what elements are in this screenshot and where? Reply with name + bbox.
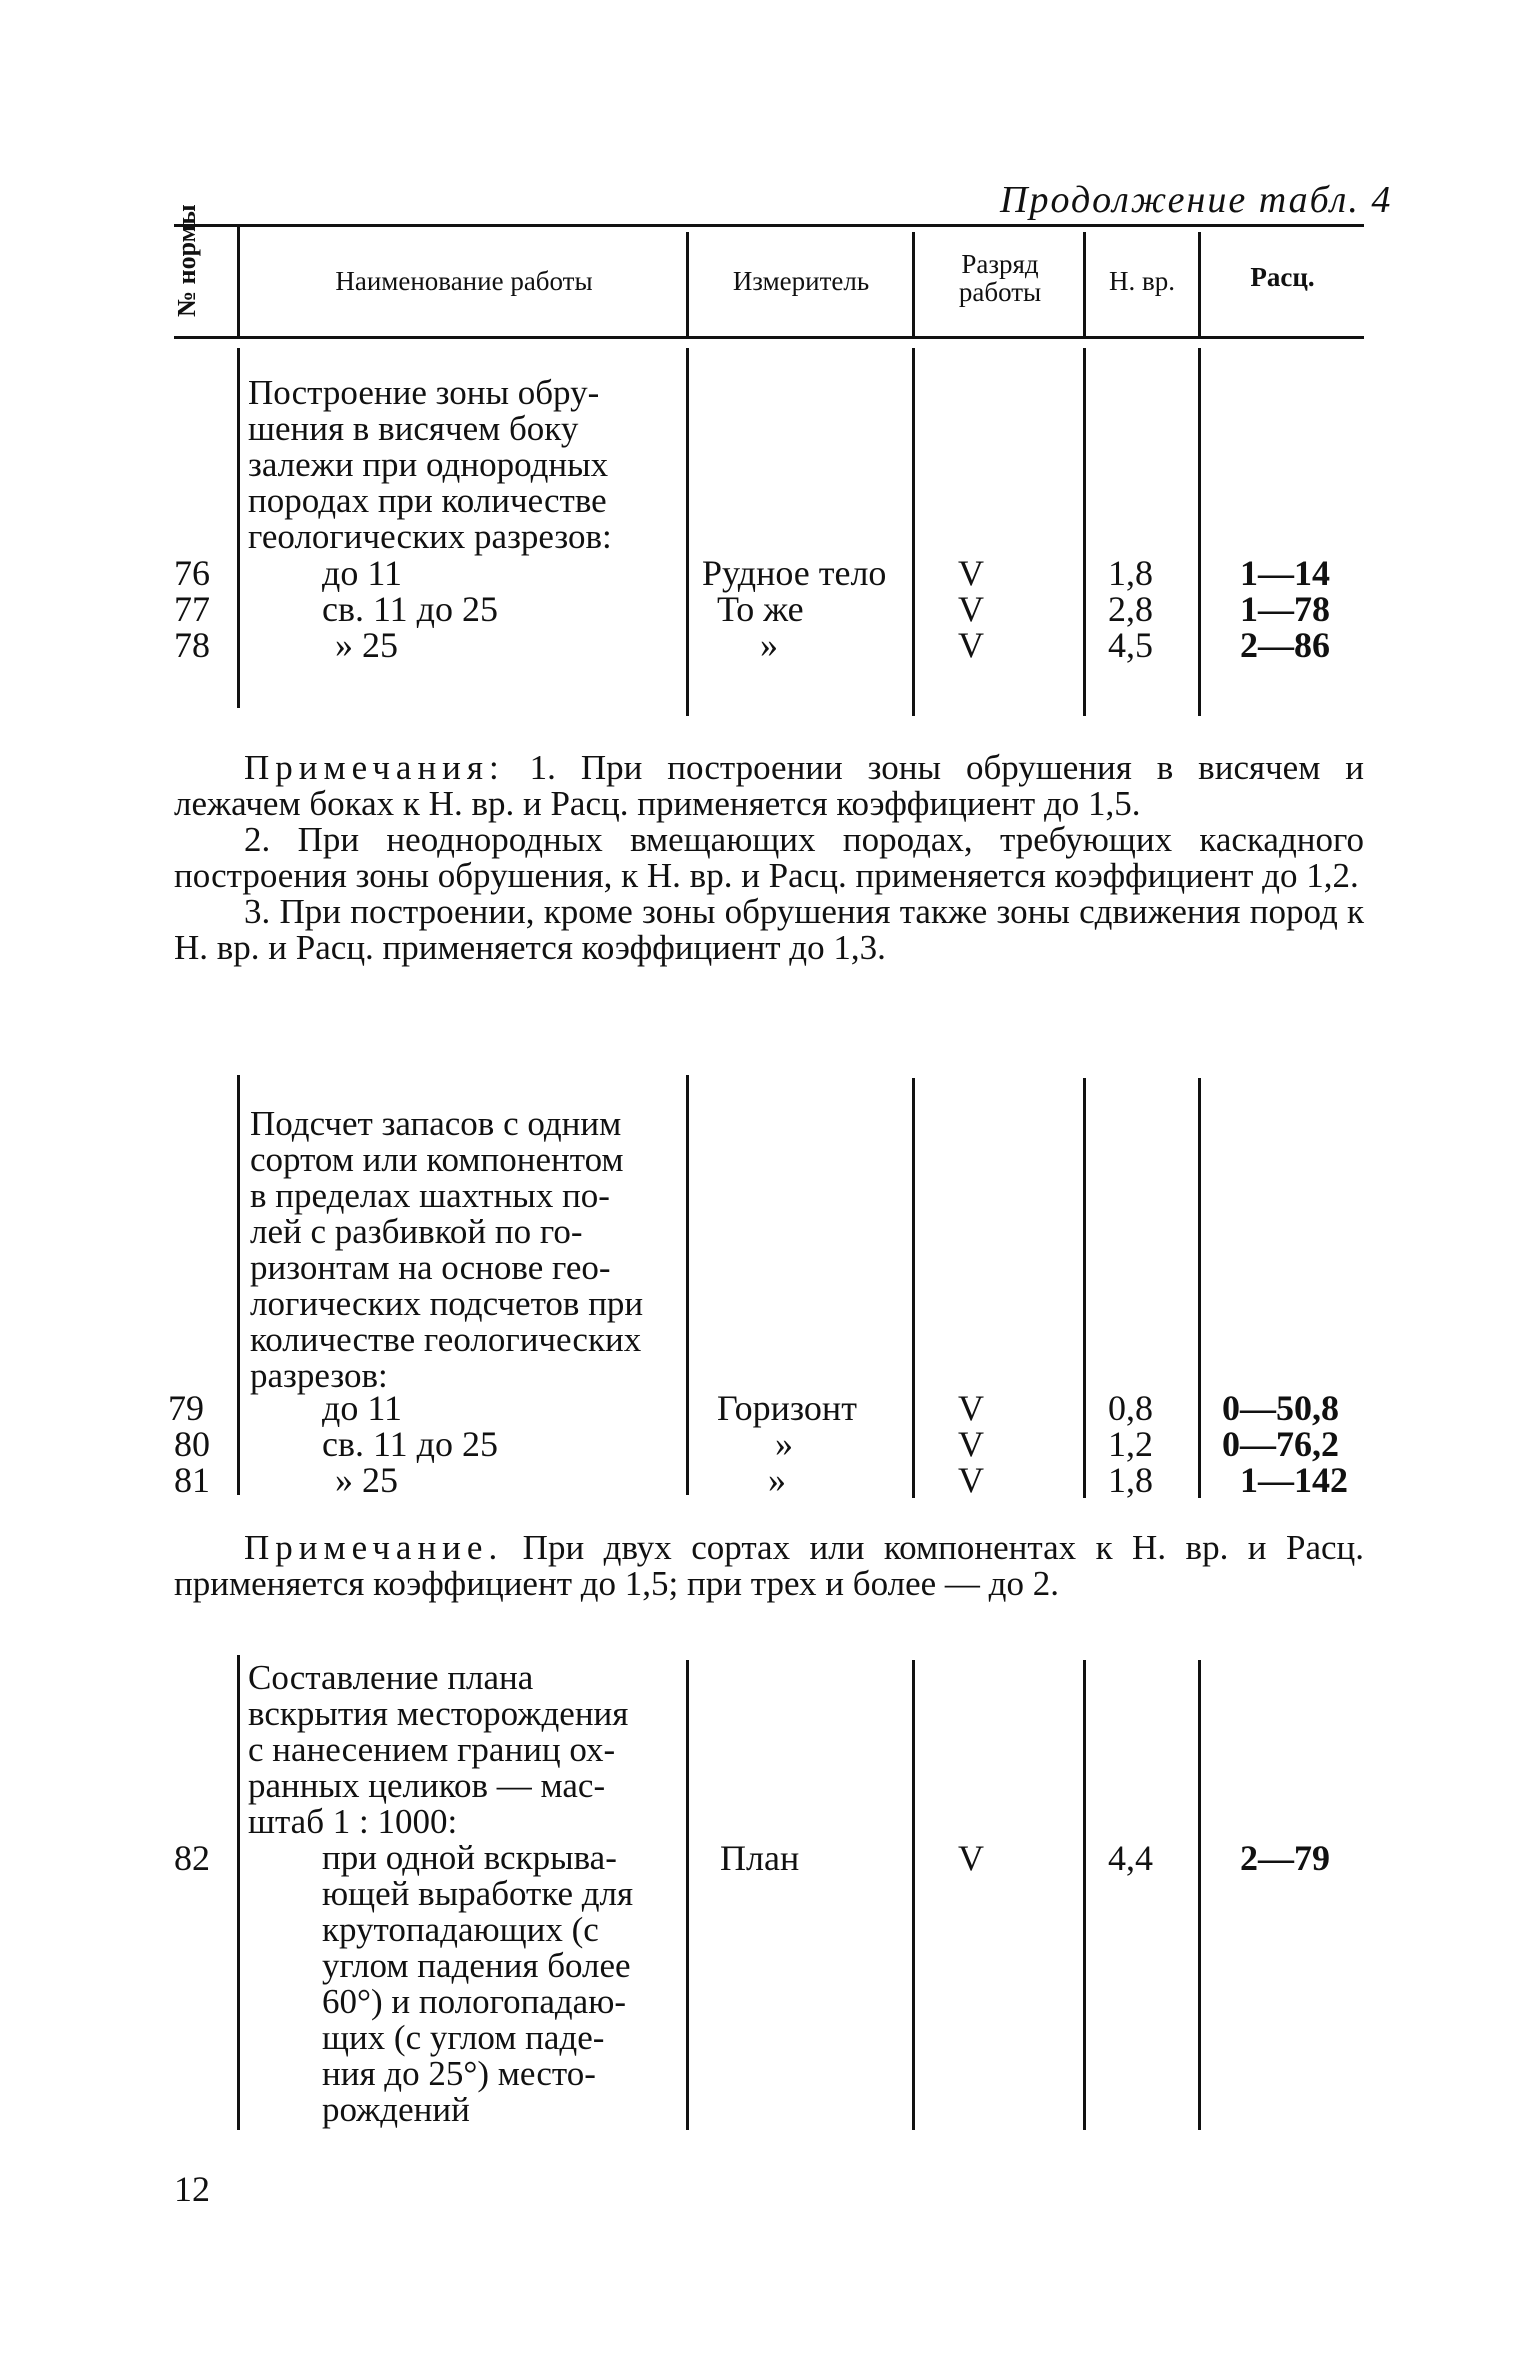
- block3-condition: при одной вскрыва- ющей выработке для крутопадающих (с углом падения более 60°) и пологопадаю- щих (с углом паде- ния до 25°) место- рождений: [322, 1838, 634, 2129]
- header-time: Н. вр.: [1109, 266, 1175, 296]
- block2-divider-2: [686, 1075, 689, 1495]
- row-time: 4,4: [1108, 1838, 1153, 1878]
- row-time: 1,2: [1108, 1424, 1153, 1464]
- block2-divider-5: [1198, 1078, 1201, 1498]
- row-unit: Горизонт: [717, 1388, 857, 1428]
- notes-heading: Примечание.: [244, 1528, 504, 1567]
- row-grade: V: [958, 1388, 984, 1428]
- row-rate: 1—78: [1240, 589, 1330, 629]
- block1-divider-4: [1083, 348, 1086, 716]
- header-grade: Разряд работы: [958, 249, 1042, 307]
- block3-divider-2: [686, 1660, 689, 2130]
- notes-heading: Примечания:: [244, 748, 505, 787]
- header-num: № нормы: [172, 204, 201, 317]
- notes-block-1: [174, 750, 1364, 966]
- row-rate: 2—86: [1240, 625, 1330, 665]
- block3-divider-4: [1083, 1660, 1086, 2130]
- block2-divider-3: [912, 1078, 915, 1498]
- row-time: 1,8: [1108, 1460, 1153, 1500]
- block3-divider-1: [237, 1655, 240, 2130]
- block1-divider-5: [1198, 348, 1201, 716]
- row-rate: 2—79: [1240, 1838, 1330, 1878]
- header-top-rule: [174, 224, 1364, 227]
- header-rate: Расц.: [1250, 262, 1315, 292]
- row-condition: до 11: [322, 553, 402, 593]
- row-rate: 1—142: [1240, 1460, 1348, 1500]
- header-divider-1: [237, 224, 240, 339]
- row-grade: V: [958, 625, 984, 665]
- block1-divider-1: [237, 348, 240, 708]
- row-unit: »: [775, 1424, 793, 1464]
- row-condition: » 25: [335, 625, 398, 665]
- header-name: Наименование работы: [335, 266, 593, 296]
- row-time: 1,8: [1108, 553, 1153, 593]
- header-divider-2: [686, 232, 689, 339]
- block1-divider-3: [912, 348, 915, 716]
- notes-block-2: [174, 1530, 1364, 1602]
- row-unit: Рудное тело: [702, 553, 887, 593]
- row-unit: То же: [717, 589, 804, 629]
- header-unit: Измеритель: [732, 266, 870, 296]
- block1-divider-2: [686, 348, 689, 716]
- row-rate: 0—50,8: [1222, 1388, 1339, 1428]
- row-grade: V: [958, 553, 984, 593]
- row-num: 80: [174, 1424, 210, 1464]
- row-num: 81: [174, 1460, 210, 1500]
- block2-description: Подсчет запасов с одним сортом или компонентом в пределах шахтных по- лей с разбивкой по го- ризонтам на основе гео- логических подсчетов при количестве геологических разрезов:: [250, 1104, 644, 1395]
- row-rate: 0—76,2: [1222, 1424, 1339, 1464]
- row-condition: св. 11 до 25: [322, 1424, 498, 1464]
- row-grade: V: [958, 1424, 984, 1464]
- row-grade: V: [958, 589, 984, 629]
- continuation-title: Продолжение табл. 4: [1000, 179, 1393, 221]
- row-unit: »: [760, 625, 778, 665]
- row-unit: План: [720, 1838, 800, 1878]
- row-condition: св. 11 до 25: [322, 589, 498, 629]
- note-1: 1. При построении зоны обрушения в висячем и лежачем боках к Н. вр. и Расц. применяется коэффициент до 1,5.: [174, 748, 1365, 823]
- note-3: 3. При построении, кроме зоны обрушения также зоны сдвижения пород к Н. вр. и Расц. применяется коэффициент до 1,3.: [174, 892, 1364, 967]
- row-num: 76: [174, 553, 210, 593]
- row-grade: V: [958, 1838, 984, 1878]
- block3-description: Составление плана вскрытия месторождения с нанесением границ ох- ранных целиков — мас- штаб 1 : 1000:: [248, 1658, 629, 1841]
- header-divider-3: [912, 232, 915, 339]
- row-num: 82: [174, 1838, 210, 1878]
- header-bottom-rule: [174, 336, 1364, 339]
- block3-divider-3: [912, 1660, 915, 2130]
- page-number: 12: [174, 2169, 210, 2209]
- row-condition: » 25: [335, 1460, 398, 1500]
- row-time: 2,8: [1108, 589, 1153, 629]
- row-unit: »: [768, 1460, 786, 1500]
- row-num: 78: [174, 625, 210, 665]
- note-2: 2. При неоднородных вмещающих породах, требующих каскадного построения зоны обрушения, к Н. вр. и Расц. применяется коэффициент до 1,2.: [174, 820, 1364, 895]
- note-text: При двух сортах или компонентах к Н. вр. и Расц. применяется коэффициент до 1,5; при трех и более — до 2.: [174, 1528, 1364, 1603]
- row-time: 0,8: [1108, 1388, 1153, 1428]
- row-condition: до 11: [322, 1388, 402, 1428]
- block2-divider-4: [1083, 1078, 1086, 1498]
- block1-description: Построение зоны обру- шения в висячем боку залежи при однородных породах при количестве геологических разрезов:: [248, 373, 612, 556]
- block3-divider-5: [1198, 1660, 1201, 2130]
- row-rate: 1—14: [1240, 553, 1330, 593]
- row-grade: V: [958, 1460, 984, 1500]
- row-time: 4,5: [1108, 625, 1153, 665]
- row-num: 79: [168, 1388, 204, 1428]
- block2-divider-1: [237, 1075, 240, 1495]
- row-num: 77: [174, 589, 210, 629]
